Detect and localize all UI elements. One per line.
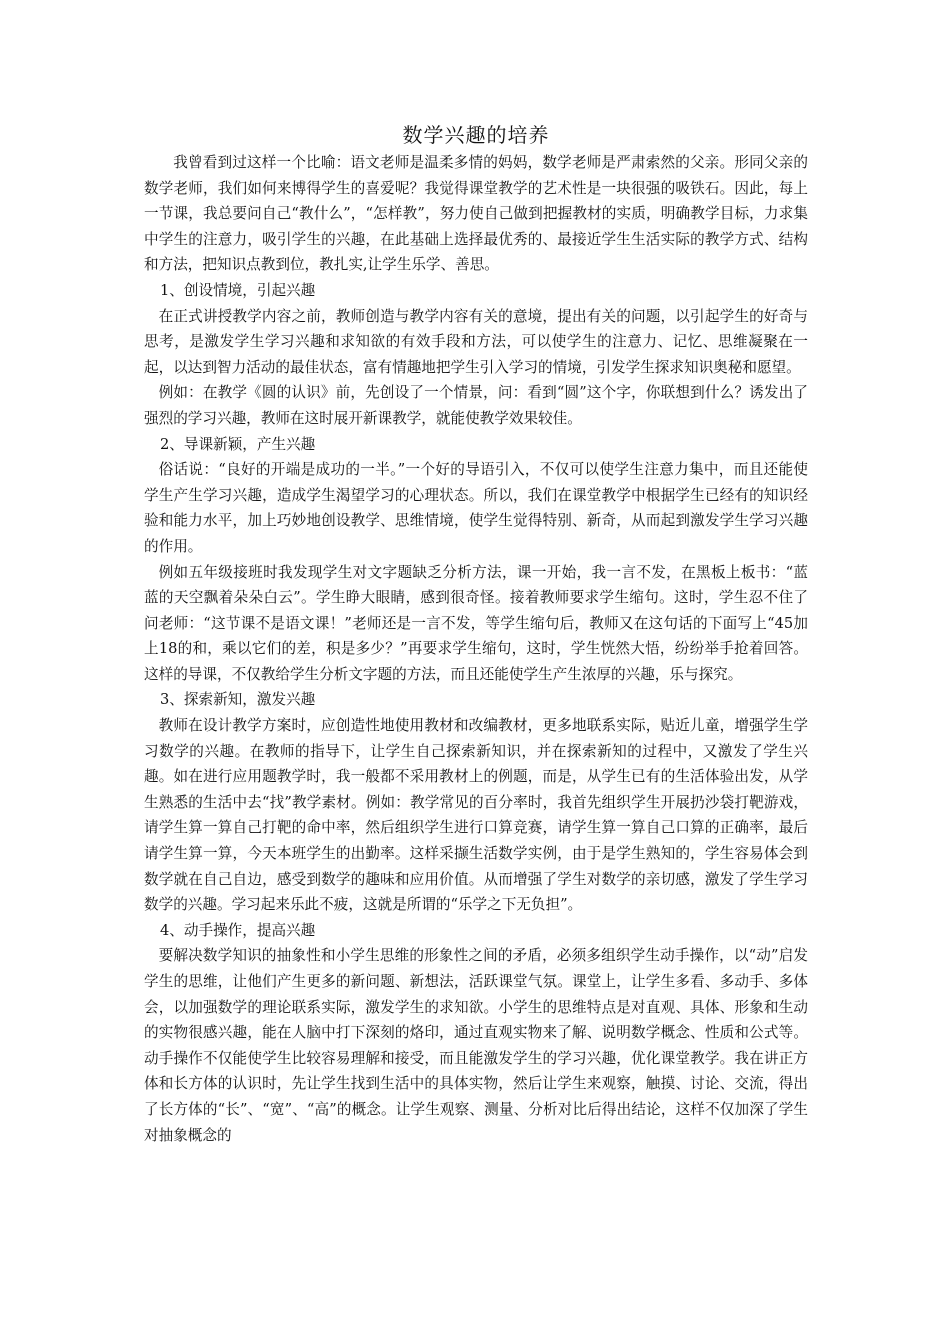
section-4 bbox=[144, 918, 808, 1148]
section-paragraph: 在正式讲授教学内容之前，教师创造与教学内容有关的意境，提出有关的问题，以引起学生的好奇与思考，是激发学生学习兴趣和求知欲的有效手段和方法，可以使学生的注意力、记忆、思维凝聚在一起，以达到智力活动的最佳状态，富有情趣地把学生引入学习的情境，引发学生探求知识奥秘和愿望。 bbox=[144, 307, 808, 376]
document-body bbox=[144, 120, 808, 1148]
section-heading: 1、创设情境，引起兴趣 bbox=[160, 281, 316, 299]
section-paragraph: 例如五年级接班时我发现学生对文字题缺乏分析方法，课一开始，我一言不发，在黑板上板书：“蓝蓝的天空飘着朵朵白云”。学生睁大眼睛，感到很奇怪。接着教师要求学生缩句。这时，学生忍不住了问老师：“这节课不是语文课！”老师还是一言不发，等学生缩句后，教师又在这句话的下面写上“45加上18的和，乘以它们的差，积是多少？”再要求学生缩句，这时，学生恍然大悟，纷纷举手抢着回答。这样的导课，不仅教给学生分析文字题的方法，而且还能使学生产生浓厚的兴趣，乐与探究。 bbox=[144, 563, 808, 683]
section-paragraph: 教师在设计教学方案时，应创造性地使用教材和改编教材，更多地联系实际，贴近儿童，增强学生学习数学的兴趣。在教师的指导下，让学生自己探索新知识，并在探索新知的过程中，又激发了学生兴趣。如在进行应用题教学时，我一般都不采用教材上的例题，而是，从学生已有的生活体验出发，从学生熟悉的生活中去“找”教学素材。例如：教学常见的百分率时，我首先组织学生开展扔沙袋打靶游戏，请学生算一算自己打靶的命中率，然后组织学生进行口算竞赛，请学生算一算自己口算的正确率，最后请学生算一算，今天本班学生的出勤率。这样采撷生活数学实例，由于是学生熟知的，学生容易体会到数学就在自己自边，感受到数学的趣味和应用价值。从而增强了学生对数学的亲切感，激发了学生学习数学的兴趣。学习起来乐此不疲，这就是所谓的“乐学之下无负担”。 bbox=[144, 717, 808, 914]
section-heading: 3、探索新知，激发兴趣 bbox=[160, 691, 316, 709]
section-heading: 2、导课新颖，产生兴趣 bbox=[160, 435, 316, 453]
intro-paragraph: 我曾看到过这样一个比喻：语文老师是温柔多情的妈妈，数学老师是严肃索然的父亲。形同父亲的数学老师，我们如何来博得学生的喜爱呢？我觉得课堂教学的艺术性是一块很强的吸铁石。因此，每上一节课，我总要问自己“教什么”，“怎样教”，努力使自己做到把握教材的实质，明确教学目标，力求集中学生的注意力，吸引学生的兴趣，在此基础上选择最优秀的、最接近学生生活实际的教学方式、结构和方法，把知识点教到位，教扎实,让学生乐学、善思。 bbox=[144, 154, 808, 274]
section-1 bbox=[144, 278, 808, 432]
section-paragraph: 例如：在教学《圆的认识》前，先创设了一个情景，问：看到“圆”这个字，你联想到什么？诱发出了强烈的学习兴趣，教师在这时展开新课教学，就能使教学效果较佳。 bbox=[144, 384, 808, 427]
section-heading: 4、动手操作，提高兴趣 bbox=[160, 921, 316, 939]
section-3 bbox=[144, 687, 808, 917]
section-paragraph: 俗话说：“良好的开端是成功的一半。”一个好的导语引入，不仅可以使学生注意力集中，而且还能使学生产生学习兴趣，造成学生渴望学习的心理状态。所以，我们在课堂教学中根据学生已经有的知识经验和能力水平，加上巧妙地创设教学、思维情境，使学生觉得特别、新奇，从而起到激发学生学习兴趣的作用。 bbox=[144, 461, 808, 555]
document-title: 数学兴趣的培养 bbox=[402, 123, 550, 147]
section-paragraph: 要解决数学知识的抽象性和小学生思维的形象性之间的矛盾，必须多组织学生动手操作，以“动”启发学生的思维，让他们产生更多的新问题、新想法，活跃课堂气氛。课堂上，让学生多看、多动手、多体会，以加强数学的理论联系实际，激发学生的求知欲。小学生的思维特点是对直观、具体、形象和生动的实物很感兴趣，能在人脑中打下深刻的烙印，通过直观实物来了解、说明数学概念、性质和公式等。动手操作不仅能使学生比较容易理解和接受，而且能激发学生的学习兴趣，优化课堂教学。我在讲正方体和长方体的认识时，先让学生找到生活中的具体实物，然后让学生来观察，触摸、讨论、交流，得出了长方体的“长”、“宽”、“高”的概念。让学生观察、测量、分析对比后得出结论，这样不仅加深了学生对抽象概念的 bbox=[144, 947, 808, 1144]
section-2 bbox=[144, 432, 808, 688]
